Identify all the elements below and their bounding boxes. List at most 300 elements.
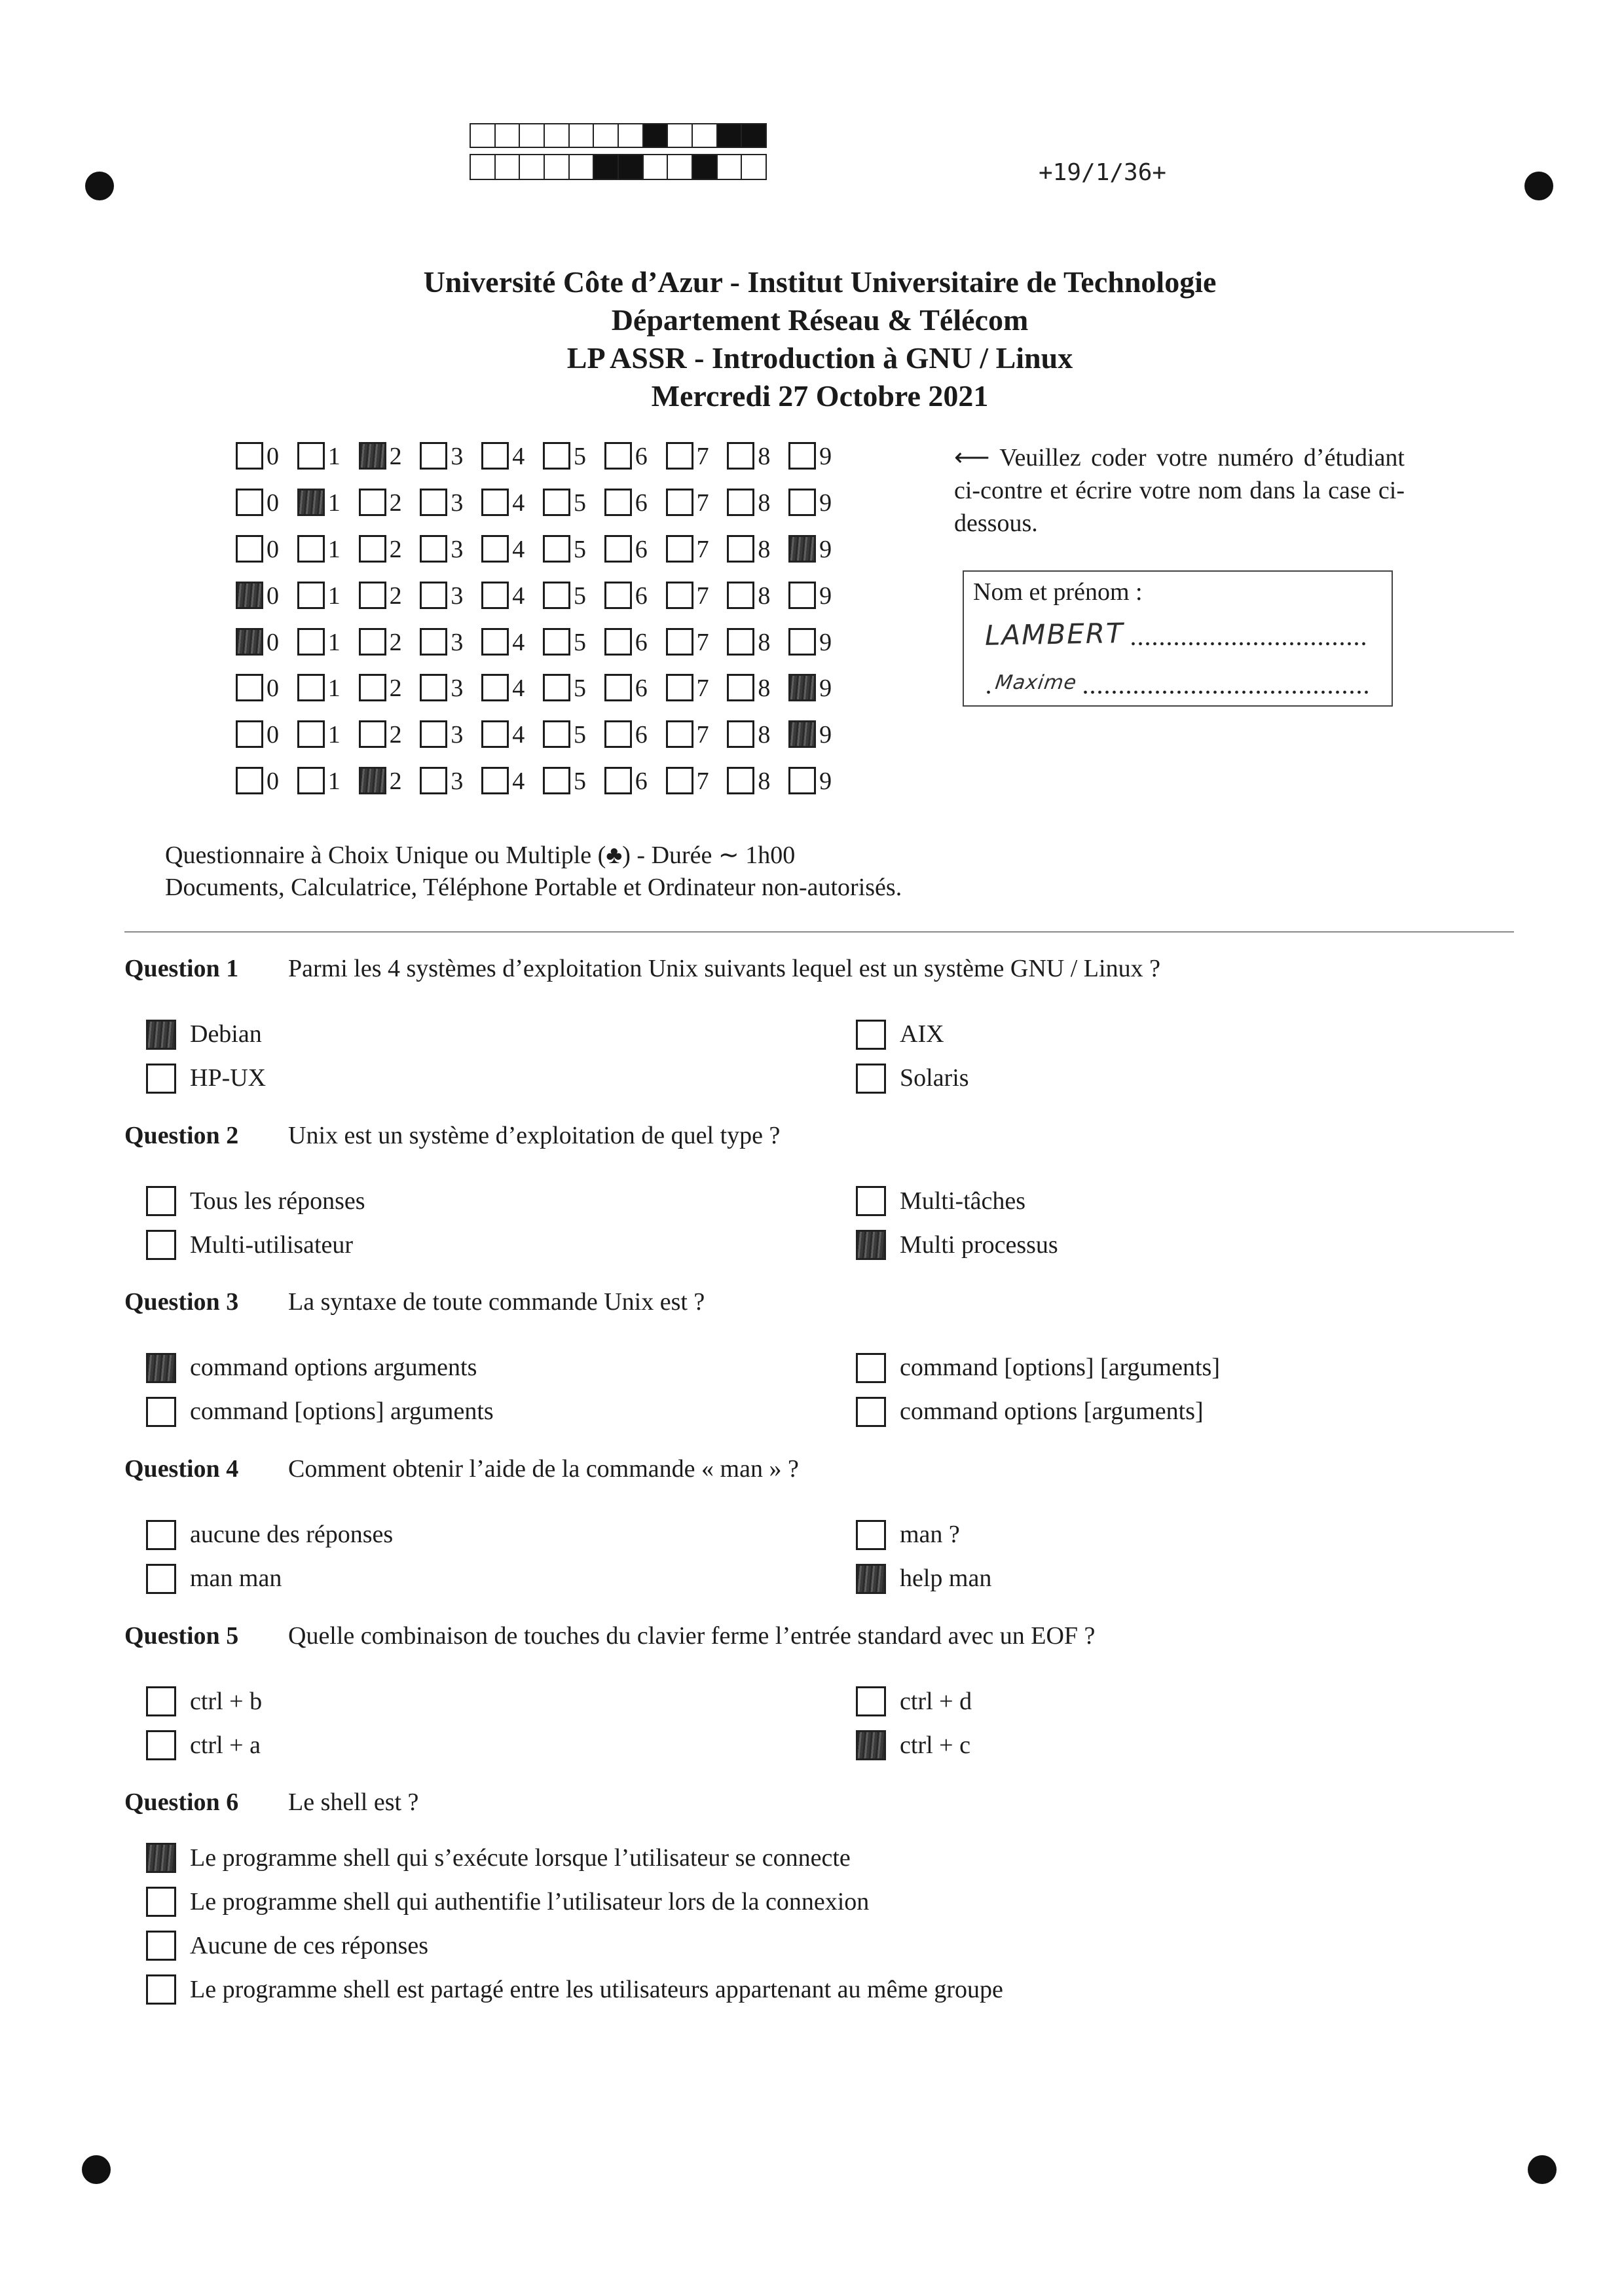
page-id-code-cell <box>568 154 595 180</box>
student-number-digit-label: 0 <box>267 675 279 703</box>
student-number-digit-label: 5 <box>573 768 586 796</box>
answer-checkbox[interactable] <box>856 1520 886 1550</box>
student-number-row-8-digit-7[interactable] <box>666 767 728 794</box>
student-number-checkbox[interactable] <box>727 628 754 656</box>
student-number-checkbox[interactable] <box>236 767 263 794</box>
answer-label: Le programme shell qui authentifie l’utilisateur lors de la connexion <box>190 1887 870 1916</box>
question-header <box>124 1620 1514 1652</box>
student-number-row-7-digit-0[interactable] <box>236 720 297 748</box>
student-number-checkbox[interactable] <box>420 674 447 701</box>
student-number-row-7-digit-5[interactable] <box>543 720 604 748</box>
student-number-row-4-digit-1[interactable] <box>297 582 359 609</box>
answer-checkbox[interactable] <box>856 1353 886 1383</box>
student-number-checkbox[interactable] <box>297 535 325 563</box>
answer-checkbox[interactable] <box>146 1186 176 1216</box>
student-number-row-6-digit-1[interactable] <box>297 674 359 701</box>
student-number-row-6-digit-7[interactable] <box>666 674 728 701</box>
student-number-row-7-digit-7[interactable] <box>666 720 728 748</box>
student-number-digit-label: 3 <box>451 443 464 470</box>
answer-checkbox[interactable] <box>856 1020 886 1050</box>
student-number-row-5-digit-8[interactable] <box>727 628 788 656</box>
student-number-row-2-digit-5[interactable] <box>543 489 604 516</box>
student-number-row-8-digit-8[interactable] <box>727 767 788 794</box>
answer-checkbox[interactable] <box>146 1020 176 1050</box>
student-number-row-4-digit-7[interactable] <box>666 582 728 609</box>
student-number-digit-label: 8 <box>758 489 771 517</box>
page-id-code-cell <box>544 154 570 180</box>
student-number-row-2-digit-6[interactable] <box>604 489 666 516</box>
q1-option-2[interactable] <box>856 1012 1514 1056</box>
student-number-checkbox[interactable] <box>359 767 386 794</box>
q2-option-2[interactable] <box>856 1179 1514 1223</box>
answer-label: ctrl + b <box>190 1687 263 1715</box>
student-number-row-5-digit-9[interactable] <box>788 628 850 656</box>
student-number-checkbox[interactable] <box>543 767 570 794</box>
student-number-row-5-digit-0[interactable] <box>236 628 297 656</box>
student-number-checkbox[interactable] <box>543 442 570 470</box>
answer-checkbox[interactable] <box>146 1974 176 2005</box>
student-number-checkbox[interactable] <box>481 628 509 656</box>
dotted-leader <box>1082 690 1369 695</box>
answer-label: AIX <box>900 1020 944 1048</box>
answer-checkbox[interactable] <box>856 1730 886 1760</box>
student-number-digit-label: 9 <box>819 721 832 749</box>
student-number-row-7-digit-4[interactable] <box>481 720 543 748</box>
student-number-row-8-digit-9[interactable] <box>788 767 850 794</box>
student-number-checkbox[interactable] <box>788 489 816 516</box>
q3-option-1[interactable] <box>146 1346 856 1390</box>
answer-label: ctrl + a <box>190 1731 261 1759</box>
question-number: Question 1 <box>124 955 239 982</box>
student-number-checkbox[interactable] <box>543 674 570 701</box>
q3-option-3[interactable] <box>146 1390 856 1434</box>
page-id-code-cell <box>593 154 619 180</box>
question-4 <box>124 1453 1514 1620</box>
student-number-checkbox[interactable] <box>604 442 632 470</box>
answer-checkbox[interactable] <box>146 1931 176 1961</box>
student-number-checkbox[interactable] <box>420 442 447 470</box>
question-text: La syntaxe de toute commande Unix est ? <box>288 1288 705 1316</box>
student-number-digit-label: 2 <box>389 675 402 703</box>
student-number-row-2-digit-1[interactable] <box>297 489 359 516</box>
student-number-row-3-digit-0[interactable] <box>236 535 297 563</box>
answer-options <box>146 1179 1514 1267</box>
student-number-row-4-digit-5[interactable] <box>543 582 604 609</box>
answer-options <box>146 1346 1514 1434</box>
student-number-row-1-digit-1[interactable] <box>297 442 359 470</box>
answer-checkbox[interactable] <box>146 1730 176 1760</box>
student-number-checkbox[interactable] <box>359 535 386 563</box>
student-number-checkbox[interactable] <box>481 767 509 794</box>
q5-option-3[interactable] <box>146 1724 856 1768</box>
student-number-checkbox[interactable] <box>359 489 386 516</box>
q2-option-1[interactable] <box>146 1179 856 1223</box>
exam-format-line: Questionnaire à Choix Unique ou Multiple (♣) - Durée ∼ 1h00 <box>165 842 796 869</box>
q1-option-3[interactable] <box>146 1056 856 1100</box>
student-number-checkbox[interactable] <box>420 489 447 516</box>
student-number-row-6-digit-6[interactable] <box>604 674 666 701</box>
student-number-row-5-digit-7[interactable] <box>666 628 728 656</box>
q4-option-4[interactable] <box>856 1557 1514 1601</box>
question-header <box>124 952 1514 985</box>
student-number-row-1-digit-4[interactable] <box>481 442 543 470</box>
student-number-checkbox[interactable] <box>604 767 632 794</box>
student-number-checkbox[interactable] <box>666 628 693 656</box>
q6-option-3[interactable] <box>146 1924 1514 1968</box>
student-number-checkbox[interactable] <box>604 628 632 656</box>
q2-option-3[interactable] <box>146 1223 856 1267</box>
student-number-checkbox[interactable] <box>420 628 447 656</box>
exam-instructions <box>165 840 902 904</box>
student-number-row-3-digit-2[interactable] <box>359 535 420 563</box>
student-number-checkbox[interactable] <box>481 720 509 748</box>
student-number-checkbox[interactable] <box>727 489 754 516</box>
q6-option-1[interactable] <box>146 1836 1514 1880</box>
page-id-code-cell <box>519 123 545 148</box>
student-number-row-2-digit-8[interactable] <box>727 489 788 516</box>
q4-option-1[interactable] <box>146 1513 856 1557</box>
answer-label: ctrl + c <box>900 1731 970 1759</box>
student-number-digit-label: 0 <box>267 721 279 749</box>
student-number-checkbox[interactable] <box>666 767 693 794</box>
student-number-checkbox[interactable] <box>359 628 386 656</box>
answer-label: command options arguments <box>190 1354 477 1382</box>
exam-date: Mercredi 27 Octobre 2021 <box>651 379 989 413</box>
student-number-row-5-digit-5[interactable] <box>543 628 604 656</box>
student-number-checkbox[interactable] <box>420 535 447 563</box>
answer-label: command options [arguments] <box>900 1398 1204 1426</box>
student-number-row-3-digit-8[interactable] <box>727 535 788 563</box>
student-number-row-4-digit-0[interactable] <box>236 582 297 609</box>
answer-label: Le programme shell qui s’exécute lorsque l’utilisateur se connecte <box>190 1843 851 1872</box>
student-number-checkbox[interactable] <box>481 582 509 609</box>
q3-option-2[interactable] <box>856 1346 1514 1390</box>
answer-label: ctrl + d <box>900 1687 972 1715</box>
student-number-row-8-digit-6[interactable] <box>604 767 666 794</box>
student-number-checkbox[interactable] <box>297 489 325 516</box>
student-number-row-1-digit-0[interactable] <box>236 442 297 470</box>
student-number-checkbox[interactable] <box>666 489 693 516</box>
student-number-checkbox[interactable] <box>543 582 570 609</box>
student-number-row-2-digit-7[interactable] <box>666 489 728 516</box>
student-number-digit-label: 1 <box>327 721 341 749</box>
student-number-digit-label: 2 <box>389 768 402 796</box>
registration-mark-bottom-right <box>1528 2155 1557 2184</box>
student-number-digit-label: 4 <box>512 721 525 749</box>
question-5 <box>124 1620 1514 1787</box>
student-number-row-7-digit-9[interactable] <box>788 720 850 748</box>
student-number-row-8-digit-0[interactable] <box>236 767 297 794</box>
answer-options <box>146 1836 1514 2012</box>
student-number-digit-label: 8 <box>758 675 771 703</box>
student-number-digit-label: 8 <box>758 768 771 796</box>
student-number-digit-label: 4 <box>512 675 525 703</box>
question-header <box>124 1786 1514 1819</box>
student-number-digit-label: 9 <box>819 582 832 610</box>
last-name-line[interactable] <box>985 614 1369 653</box>
answer-checkbox[interactable] <box>146 1397 176 1427</box>
student-number-checkbox[interactable] <box>604 582 632 609</box>
page-id-code-cell <box>741 123 767 148</box>
student-number-row-7-digit-8[interactable] <box>727 720 788 748</box>
q4-option-2[interactable] <box>856 1513 1514 1557</box>
page-id-code-row <box>471 154 767 180</box>
q5-option-4[interactable] <box>856 1724 1514 1768</box>
student-number-digit-label: 2 <box>389 628 402 656</box>
student-number-checkbox[interactable] <box>788 628 816 656</box>
student-number-checkbox[interactable] <box>236 674 263 701</box>
question-header <box>124 1453 1514 1485</box>
answer-options <box>146 1513 1514 1601</box>
student-number-checkbox[interactable] <box>236 582 263 609</box>
student-number-row-3-digit-9[interactable] <box>788 535 850 563</box>
student-number-row-6-digit-3[interactable] <box>420 674 481 701</box>
student-number-checkbox[interactable] <box>359 720 386 748</box>
student-number-checkbox[interactable] <box>420 582 447 609</box>
student-number-checkbox[interactable] <box>359 582 386 609</box>
q5-option-2[interactable] <box>856 1680 1514 1724</box>
page-id-code-cell <box>519 154 545 180</box>
q2-option-4[interactable] <box>856 1223 1514 1267</box>
student-number-checkbox[interactable] <box>604 535 632 563</box>
student-number-row-8-digit-4[interactable] <box>481 767 543 794</box>
student-number-row-1-digit-8[interactable] <box>727 442 788 470</box>
page-id-code-cell <box>494 123 521 148</box>
student-number-checkbox[interactable] <box>727 674 754 701</box>
student-number-row-8-digit-3[interactable] <box>420 767 481 794</box>
student-number-digit-label: 6 <box>635 489 648 517</box>
student-number-checkbox[interactable] <box>481 535 509 563</box>
answer-checkbox[interactable] <box>146 1564 176 1594</box>
student-number-checkbox[interactable] <box>481 674 509 701</box>
question-1 <box>124 952 1514 1119</box>
student-number-digit-label: 7 <box>696 443 709 470</box>
student-number-checkbox[interactable] <box>236 535 263 563</box>
name-box-label: Nom et prénom : <box>973 578 1143 606</box>
student-number-row-3-digit-4[interactable] <box>481 535 543 563</box>
student-number-row-6-digit-5[interactable] <box>543 674 604 701</box>
student-number-row-7-digit-1[interactable] <box>297 720 359 748</box>
question-2 <box>124 1119 1514 1286</box>
q5-option-1[interactable] <box>146 1680 856 1724</box>
question-text: Parmi les 4 systèmes d’exploitation Unix suivants lequel est un système GNU / Linux ? <box>288 955 1160 982</box>
answer-label: Multi-tâches <box>900 1187 1026 1215</box>
question-number: Question 6 <box>124 1788 239 1817</box>
student-number-checkbox[interactable] <box>481 442 509 470</box>
student-number-checkbox[interactable] <box>666 535 693 563</box>
student-number-digit-label: 1 <box>327 489 341 517</box>
student-number-row-1-digit-7[interactable] <box>666 442 728 470</box>
student-number-checkbox[interactable] <box>420 767 447 794</box>
student-number-checkbox[interactable] <box>297 720 325 748</box>
student-number-checkbox[interactable] <box>727 767 754 794</box>
q6-option-4[interactable] <box>146 1968 1514 2012</box>
q6-option-2[interactable] <box>146 1880 1514 1924</box>
student-number-digit-label: 4 <box>512 535 525 563</box>
student-number-checkbox[interactable] <box>727 582 754 609</box>
student-number-digit-label: 8 <box>758 443 771 470</box>
student-number-checkbox[interactable] <box>604 674 632 701</box>
student-number-checkbox[interactable] <box>543 628 570 656</box>
student-number-row-6-digit-4[interactable] <box>481 674 543 701</box>
student-number-row-7-digit-6[interactable] <box>604 720 666 748</box>
student-number-row-4-digit-3[interactable] <box>420 582 481 609</box>
student-number-row-4-digit-9[interactable] <box>788 582 850 609</box>
answer-checkbox[interactable] <box>146 1686 176 1716</box>
student-number-checkbox[interactable] <box>727 535 754 563</box>
student-number-digit-label: 9 <box>819 675 832 703</box>
page-id-code-cell <box>470 154 496 180</box>
question-6 <box>124 1786 1514 2012</box>
student-number-row-1-digit-3[interactable] <box>420 442 481 470</box>
student-number-checkbox[interactable] <box>297 442 325 470</box>
student-number-row-3-digit-3[interactable] <box>420 535 481 563</box>
answer-checkbox[interactable] <box>856 1686 886 1716</box>
student-number-checkbox[interactable] <box>236 489 263 516</box>
student-number-checkbox[interactable] <box>543 489 570 516</box>
answer-checkbox[interactable] <box>856 1230 886 1260</box>
student-number-checkbox[interactable] <box>420 720 447 748</box>
answer-label: HP-UX <box>190 1064 267 1092</box>
student-number-digit-label: 2 <box>389 721 402 749</box>
student-number-row-6-digit-2[interactable] <box>359 674 420 701</box>
student-number-row-6-digit-0[interactable] <box>236 674 297 701</box>
answer-checkbox[interactable] <box>856 1397 886 1427</box>
student-number-digit-label: 1 <box>327 628 341 656</box>
student-number-row-5-digit-4[interactable] <box>481 628 543 656</box>
student-number-checkbox[interactable] <box>604 489 632 516</box>
answer-checkbox[interactable] <box>856 1564 886 1594</box>
student-number-row-2-digit-3[interactable] <box>420 489 481 516</box>
page-id-code-cell <box>667 154 693 180</box>
answer-label: Solaris <box>900 1064 969 1092</box>
answer-label: aucune des réponses <box>190 1521 394 1549</box>
student-number-checkbox[interactable] <box>788 720 816 748</box>
student-number-row-8-digit-2[interactable] <box>359 767 420 794</box>
student-number-checkbox[interactable] <box>236 628 263 656</box>
answer-checkbox[interactable] <box>146 1353 176 1383</box>
student-number-row-1-digit-2[interactable] <box>359 442 420 470</box>
student-number-row-7-digit-3[interactable] <box>420 720 481 748</box>
student-number-digit-label: 7 <box>696 675 709 703</box>
q3-option-4[interactable] <box>856 1390 1514 1434</box>
student-number-checkbox[interactable] <box>666 442 693 470</box>
student-number-checkbox[interactable] <box>481 489 509 516</box>
student-number-row-2-digit-4[interactable] <box>481 489 543 516</box>
q4-option-3[interactable] <box>146 1557 856 1601</box>
student-number-row-3-digit-6[interactable] <box>604 535 666 563</box>
student-number-checkbox[interactable] <box>359 442 386 470</box>
student-number-checkbox[interactable] <box>297 674 325 701</box>
student-number-checkbox[interactable] <box>788 535 816 563</box>
student-number-row-4-digit-6[interactable] <box>604 582 666 609</box>
student-number-digit-label: 9 <box>819 443 832 470</box>
student-number-checkbox[interactable] <box>297 582 325 609</box>
student-number-checkbox[interactable] <box>666 674 693 701</box>
page-id-code-cell <box>494 154 521 180</box>
answer-checkbox[interactable] <box>146 1064 176 1094</box>
student-number-checkbox[interactable] <box>727 720 754 748</box>
student-number-checkbox[interactable] <box>359 674 386 701</box>
student-number-digit-label: 0 <box>267 628 279 656</box>
answer-checkbox[interactable] <box>146 1230 176 1260</box>
student-number-row-5-digit-1[interactable] <box>297 628 359 656</box>
student-number-checkbox[interactable] <box>727 442 754 470</box>
student-number-row-5-digit-6[interactable] <box>604 628 666 656</box>
student-number-checkbox[interactable] <box>788 582 816 609</box>
answer-label: Multi-utilisateur <box>190 1231 354 1259</box>
first-name-line[interactable] <box>985 662 1369 701</box>
student-number-row-7-digit-2[interactable] <box>359 720 420 748</box>
student-number-row-4-digit-2[interactable] <box>359 582 420 609</box>
student-number-digit-label: 1 <box>327 443 341 470</box>
student-number-digit-label: 6 <box>635 582 648 610</box>
answer-checkbox[interactable] <box>856 1186 886 1216</box>
student-number-checkbox[interactable] <box>604 720 632 748</box>
q1-option-1[interactable] <box>146 1012 856 1056</box>
answer-checkbox[interactable] <box>146 1887 176 1917</box>
question-text: Comment obtenir l’aide de la commande « man » ? <box>288 1455 799 1483</box>
student-number-digit-label: 1 <box>327 582 341 610</box>
student-number-checkbox[interactable] <box>788 442 816 470</box>
answer-label: Tous les réponses <box>190 1187 365 1215</box>
student-number-checkbox[interactable] <box>297 628 325 656</box>
student-number-row-8-digit-1[interactable] <box>297 767 359 794</box>
student-number-checkbox[interactable] <box>543 535 570 563</box>
dotted-leader <box>985 690 993 695</box>
answer-checkbox[interactable] <box>146 1520 176 1550</box>
student-number-checkbox[interactable] <box>297 767 325 794</box>
student-number-row-5-digit-3[interactable] <box>420 628 481 656</box>
student-number-row-3-digit-1[interactable] <box>297 535 359 563</box>
student-number-digit-label: 4 <box>512 628 525 656</box>
answer-checkbox[interactable] <box>146 1843 176 1873</box>
student-number-row-2-digit-0[interactable] <box>236 489 297 516</box>
student-number-digit-label: 3 <box>451 582 464 610</box>
student-number-checkbox[interactable] <box>788 674 816 701</box>
student-number-row-3-digit-7[interactable] <box>666 535 728 563</box>
student-number-row-4-digit-4[interactable] <box>481 582 543 609</box>
student-number-row-8-digit-5[interactable] <box>543 767 604 794</box>
student-number-row-6-digit-8[interactable] <box>727 674 788 701</box>
student-number-row-5-digit-2[interactable] <box>359 628 420 656</box>
student-number-checkbox[interactable] <box>666 720 693 748</box>
student-number-row-1-digit-6[interactable] <box>604 442 666 470</box>
answer-checkbox[interactable] <box>856 1064 886 1094</box>
student-number-row-2-digit-2[interactable] <box>359 489 420 516</box>
student-number-row-1-digit-5[interactable] <box>543 442 604 470</box>
student-number-checkbox[interactable] <box>236 442 263 470</box>
student-number-checkbox[interactable] <box>788 767 816 794</box>
student-number-checkbox[interactable] <box>543 720 570 748</box>
answer-label: help man <box>900 1565 992 1593</box>
student-number-checkbox[interactable] <box>236 720 263 748</box>
student-number-row-2-digit-9[interactable] <box>788 489 850 516</box>
answer-label: man ? <box>900 1521 960 1549</box>
registration-mark-top-left <box>85 172 114 200</box>
q1-option-4[interactable] <box>856 1056 1514 1100</box>
student-number-checkbox[interactable] <box>666 582 693 609</box>
student-number-row-4-digit-8[interactable] <box>727 582 788 609</box>
handwritten-last-name: LAMBERT <box>984 617 1124 652</box>
answer-label: Debian <box>190 1020 262 1048</box>
student-number-row-6-digit-9[interactable] <box>788 674 850 701</box>
question-number: Question 2 <box>124 1121 239 1149</box>
student-number-row-3-digit-5[interactable] <box>543 535 604 563</box>
student-number-row-1-digit-9[interactable] <box>788 442 850 470</box>
student-number-digit-label: 3 <box>451 489 464 517</box>
name-box[interactable] <box>963 570 1393 707</box>
